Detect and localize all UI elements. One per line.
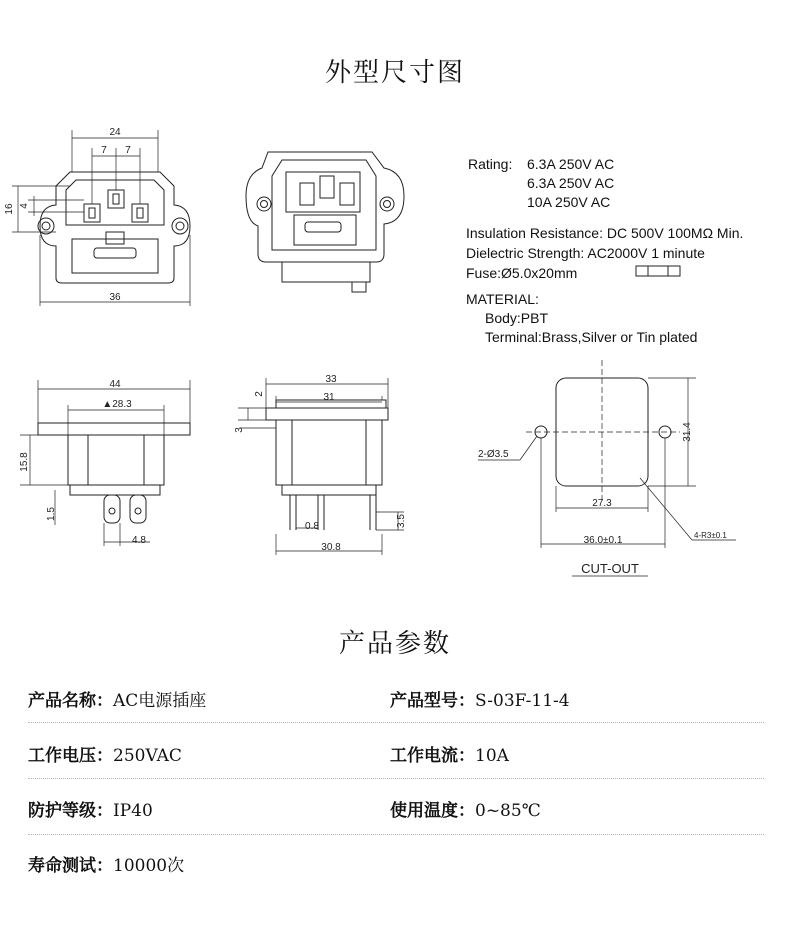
dim-front-width-top: 24: [109, 127, 121, 138]
param-key: 寿命测试：: [28, 856, 113, 876]
dim-side-overall: 44: [109, 379, 121, 390]
param-row: [28, 686, 764, 726]
dim-front-height: 16: [4, 203, 15, 215]
terminal-material: Terminal:Brass,Silver or Tin plated: [485, 329, 698, 345]
param-key: 工作电压：: [28, 746, 113, 766]
row-divider: [28, 722, 764, 723]
dim-end-overall: 33: [325, 374, 337, 385]
insulation-spec: Insulation Resistance: DC 500V 100MΩ Min.: [466, 225, 744, 241]
param-product-name: [28, 686, 206, 711]
fuse-spec: Fuse:Ø5.0x20mm: [466, 265, 578, 281]
dielectric-spec: Dielectric Strength: AC2000V 1 minute: [466, 245, 705, 261]
dim-front-pin-b: 7: [125, 145, 131, 156]
param-current: [390, 741, 509, 766]
dim-end-pin-thickness: 0.8: [305, 521, 319, 532]
dim-end-pin-len: 3.5: [396, 514, 407, 528]
cutout-label: CUT-OUT: [581, 561, 639, 576]
dim-cutout-radius: 4-R3±0.1: [694, 531, 727, 540]
param-row: [28, 851, 764, 891]
parameters-title: 产品参数: [338, 629, 451, 659]
param-value: 250VAC: [113, 746, 182, 766]
dim-front-width-bottom: 36: [109, 292, 121, 303]
param-value: 0~85℃: [475, 801, 541, 821]
param-value: S-03F-11-4: [475, 691, 570, 711]
rating-label: Rating:: [468, 156, 513, 172]
rating-2: 6.3A 250V AC: [527, 175, 615, 191]
dim-end-base: 30.8: [321, 542, 341, 553]
param-voltage: [28, 741, 182, 766]
dim-end-inner: 31: [323, 392, 335, 403]
dim-side-pin-height: 1.5: [46, 507, 57, 521]
param-key: 产品名称：: [28, 691, 113, 711]
param-value: AC电源插座: [113, 691, 207, 711]
perspective-view: [246, 152, 404, 292]
param-life-test: [28, 851, 184, 876]
body-material: Body:PBT: [485, 310, 549, 326]
fuse-icon: [636, 266, 680, 276]
param-temperature: [390, 796, 541, 821]
dim-cutout-height: 31.4: [682, 422, 693, 442]
dim-cutout-total: 36.0±0.1: [583, 535, 623, 546]
end-view: [238, 378, 404, 555]
dim-side-pin-gap: 4.8: [132, 535, 146, 546]
row-divider: [28, 834, 764, 835]
dim-front-offset: 4: [19, 203, 30, 209]
front-view: [12, 130, 190, 306]
rating-3: 10A 250V AC: [527, 194, 611, 210]
dim-end-flange: 2: [254, 391, 265, 397]
param-protection: [28, 796, 153, 821]
dim-side-height: 15.8: [19, 452, 30, 472]
param-key: 防护等级：: [28, 801, 113, 821]
rating-1: 6.3A 250V AC: [527, 156, 615, 172]
param-model: [390, 686, 570, 711]
param-key: 工作电流：: [390, 746, 475, 766]
param-row: [28, 741, 764, 781]
dim-end-step: 3: [234, 427, 245, 433]
material-label: MATERIAL:: [466, 291, 539, 307]
dimension-drawing-title: 外型尺寸图: [324, 58, 465, 88]
dim-cutout-holes: 2-Ø3.5: [478, 449, 509, 460]
param-key: 使用温度：: [390, 801, 475, 821]
param-key: 产品型号：: [390, 691, 475, 711]
dim-side-inner: ▲28.3: [102, 399, 132, 410]
param-value: IP40: [113, 801, 153, 821]
param-value: 10A: [475, 746, 509, 766]
dim-cutout-width: 27.3: [592, 498, 612, 509]
param-value: 10000次: [113, 856, 185, 876]
dim-front-pin-a: 7: [101, 145, 107, 156]
row-divider: [28, 778, 764, 779]
param-row: [28, 796, 764, 836]
